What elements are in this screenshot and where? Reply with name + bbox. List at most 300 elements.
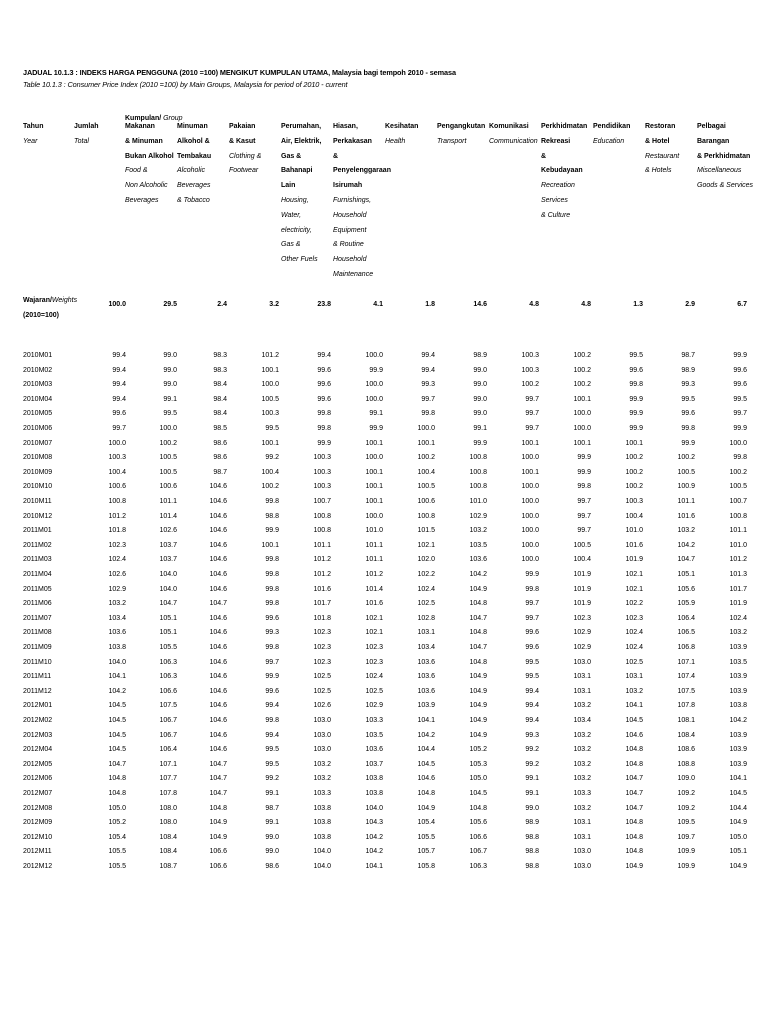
table-cell: 101.9 <box>729 600 747 608</box>
row-period: 2012M11 <box>23 848 52 856</box>
table-cell: 100.4 <box>625 512 643 520</box>
row-period: 2011M06 <box>23 600 52 608</box>
table-cell: 100.1 <box>365 498 383 505</box>
table-cell: 101.0 <box>365 527 383 535</box>
table-cell: 104.8 <box>469 804 487 812</box>
table-cell: 99.9 <box>629 395 643 403</box>
table-cell: 100.9 <box>677 483 695 491</box>
table-cell: 100.0 <box>521 556 539 564</box>
table-cell: 104.2 <box>417 731 435 739</box>
table-cell: 100.8 <box>469 468 487 476</box>
column-header-bm: Lain <box>281 182 296 190</box>
table-cell: 102.1 <box>365 629 383 637</box>
table-cell: 100.1 <box>417 439 435 447</box>
table-cell: 98.4 <box>213 381 227 389</box>
table-cell: 98.6 <box>213 439 227 447</box>
table-cell: 99.5 <box>265 760 279 768</box>
table-cell: 99.4 <box>112 395 126 403</box>
table-cell: 99.2 <box>265 454 279 462</box>
table-cell: 103.1 <box>417 629 435 637</box>
table-cell: 100.2 <box>625 454 643 462</box>
table-cell: 101.2 <box>365 571 383 578</box>
table-cell: 100.3 <box>313 483 331 491</box>
table-cell: 99.1 <box>525 775 539 783</box>
table-cell: 103.6 <box>417 658 435 666</box>
table-cell: 99.4 <box>265 731 279 739</box>
table-cell: 104.9 <box>469 687 487 695</box>
table-row <box>0 454 770 468</box>
column-header-en: & Culture <box>541 211 571 219</box>
table-cell: 100.6 <box>159 483 177 491</box>
table-cell: 105.1 <box>159 614 177 622</box>
column-header <box>541 120 587 224</box>
table-cell: 108.0 <box>159 804 177 812</box>
table-cell: 105.5 <box>108 848 126 856</box>
row-period: 2011M07 <box>23 614 52 622</box>
table-cell: 104.9 <box>469 585 487 593</box>
table-cell: 108.7 <box>159 863 177 870</box>
table-cell: 99.8 <box>265 717 279 724</box>
table-cell: 101.2 <box>729 556 747 564</box>
table-cell: 100.2 <box>677 454 695 462</box>
table-cell: 100.1 <box>521 439 539 447</box>
table-cell: 104.9 <box>469 702 487 710</box>
table-cell: 103.2 <box>573 775 591 783</box>
table-cell: 103.0 <box>313 746 331 754</box>
table-cell: 104.5 <box>108 746 126 754</box>
table-cell: 104.7 <box>625 790 643 797</box>
row-period: 2011M11 <box>23 673 52 681</box>
weight-cell: 29.5 <box>163 301 177 308</box>
table-cell: 99.5 <box>163 410 177 418</box>
table-row <box>0 659 770 673</box>
table-cell: 100.1 <box>521 468 539 476</box>
table-cell: 102.1 <box>625 585 643 593</box>
column-header-en: Education <box>593 137 625 145</box>
table-cell: 106.7 <box>469 848 487 856</box>
table-cell: 99.4 <box>112 366 126 374</box>
table-cell: 104.6 <box>209 731 227 739</box>
table-cell: 104.4 <box>729 804 747 812</box>
table-cell: 99.8 <box>629 381 643 389</box>
table-cell: 106.8 <box>677 644 695 651</box>
column-header-bm: Gas & <box>281 152 302 160</box>
table-cell: 99.8 <box>681 425 695 432</box>
table-cell: 105.5 <box>108 863 126 870</box>
row-period: 2012M06 <box>23 775 53 783</box>
table-cell: 99.7 <box>577 498 591 505</box>
table-cell: 100.0 <box>521 527 539 535</box>
column-header-en: Non Alcoholic <box>125 182 168 190</box>
table-cell: 103.0 <box>573 848 591 856</box>
table-cell: 108.4 <box>159 848 177 856</box>
column-header-bm: Barangan <box>697 137 730 145</box>
table-cell: 104.9 <box>469 731 487 739</box>
table-cell: 100.7 <box>729 498 747 505</box>
table-cell: 101.7 <box>313 600 331 608</box>
table-cell: 102.2 <box>625 600 643 608</box>
table-cell: 104.1 <box>729 775 747 783</box>
table-cell: 100.0 <box>521 541 539 549</box>
table-cell: 101.9 <box>573 585 591 593</box>
table-cell: 99.3 <box>265 629 279 637</box>
table-row <box>0 863 770 877</box>
table-cell: 102.5 <box>313 673 331 681</box>
table-cell: 102.4 <box>625 644 643 651</box>
table-cell: 100.2 <box>573 352 591 359</box>
column-header <box>593 120 630 150</box>
column-header <box>281 120 321 268</box>
table-cell: 99.8 <box>265 571 279 578</box>
table-cell: 108.6 <box>677 746 695 754</box>
column-header-en: Goods & Services <box>697 182 754 190</box>
table-cell: 100.5 <box>261 395 279 403</box>
table-cell: 99.7 <box>525 410 539 418</box>
table-cell: 99.4 <box>525 702 539 710</box>
table-cell: 100.4 <box>108 468 126 476</box>
table-cell: 99.9 <box>733 352 747 359</box>
table-cell: 100.2 <box>625 468 643 476</box>
table-cell: 99.6 <box>733 366 747 374</box>
table-cell: 102.2 <box>417 571 435 578</box>
table-cell: 102.4 <box>729 614 747 622</box>
table-cell: 99.9 <box>265 673 279 681</box>
table-cell: 105.1 <box>729 848 747 856</box>
row-period: 2010M07 <box>23 439 53 447</box>
table-cell: 100.3 <box>521 366 539 374</box>
table-row <box>0 542 770 556</box>
table-cell: 103.7 <box>159 556 177 564</box>
table-cell: 103.7 <box>365 760 383 768</box>
table-cell: 109.5 <box>677 819 695 827</box>
table-cell: 99.1 <box>525 790 539 797</box>
table-cell: 100.0 <box>521 483 539 491</box>
table-cell: 105.5 <box>417 833 435 841</box>
table-cell: 106.3 <box>159 658 177 666</box>
table-cell: 99.4 <box>421 352 435 359</box>
table-row <box>0 556 770 570</box>
table-cell: 103.2 <box>313 760 331 768</box>
table-cell: 100.2 <box>417 454 435 462</box>
table-cell: 104.6 <box>209 556 227 564</box>
table-cell: 102.9 <box>469 512 487 520</box>
table-cell: 104.6 <box>209 483 227 491</box>
table-cell: 102.3 <box>313 658 331 666</box>
row-period: 2011M02 <box>23 541 52 549</box>
column-header-en: Beverages <box>125 196 159 204</box>
table-cell: 107.5 <box>677 687 695 695</box>
weights-base: (2010=100) <box>23 311 60 319</box>
table-cell: 102.3 <box>573 614 591 622</box>
table-cell: 103.2 <box>313 775 331 783</box>
table-cell: 99.1 <box>163 395 177 403</box>
table-cell: 100.1 <box>625 439 643 447</box>
table-cell: 103.8 <box>313 804 331 812</box>
table-cell: 103.3 <box>573 790 591 797</box>
table-cell: 106.7 <box>159 717 177 724</box>
column-header <box>645 120 679 179</box>
column-header-en: Transport <box>437 137 467 145</box>
table-cell: 99.9 <box>473 439 487 447</box>
weight-cell: 1.3 <box>633 301 643 308</box>
table-cell: 99.9 <box>317 439 331 447</box>
table-cell: 104.8 <box>108 790 126 797</box>
column-header-en: Other Fuels <box>281 256 318 264</box>
column-header-bm: Bukan Alkohol <box>125 152 174 160</box>
table-cell: 105.0 <box>469 775 487 783</box>
table-cell: 101.2 <box>313 571 331 578</box>
group-label-en: Group <box>161 115 183 122</box>
table-cell: 103.9 <box>729 673 747 681</box>
table-cell: 104.7 <box>159 600 177 608</box>
column-header-bm: Minuman <box>177 123 208 130</box>
table-cell: 101.4 <box>365 585 383 593</box>
table-cell: 100.5 <box>159 454 177 462</box>
table-row <box>0 848 770 862</box>
table-cell: 103.5 <box>469 541 487 549</box>
table-cell: 103.8 <box>313 819 331 827</box>
table-cell: 99.0 <box>525 804 539 812</box>
table-cell: 100.3 <box>625 498 643 505</box>
table-cell: 100.3 <box>313 454 331 462</box>
table-cell: 109.9 <box>677 848 695 856</box>
table-cell: 109.7 <box>677 833 695 841</box>
table-cell: 104.9 <box>209 833 227 841</box>
table-cell: 98.5 <box>213 425 227 432</box>
table-cell: 104.5 <box>625 717 643 724</box>
row-period: 2012M10 <box>23 833 53 841</box>
table-cell: 98.4 <box>213 410 227 418</box>
column-header-en: Miscellaneous <box>697 167 742 175</box>
table-cell: 100.4 <box>261 468 279 476</box>
table-cell: 99.4 <box>525 717 539 724</box>
table-cell: 100.1 <box>261 541 279 549</box>
table-row <box>0 352 770 366</box>
table-row <box>0 673 770 687</box>
column-header-bm: Alkohol & <box>177 137 210 145</box>
table-cell: 103.2 <box>573 760 591 768</box>
column-header-bm: Bahanapi <box>281 167 313 175</box>
table-cell: 105.4 <box>417 819 435 827</box>
table-cell: 99.5 <box>265 425 279 432</box>
table-cell: 99.5 <box>265 746 279 754</box>
table-cell: 104.8 <box>417 790 435 797</box>
table-cell: 104.2 <box>469 571 487 578</box>
table-cell: 107.8 <box>159 790 177 797</box>
table-cell: 101.9 <box>573 571 591 578</box>
column-header-bm: Perkhidmatan <box>541 123 588 130</box>
table-cell: 100.0 <box>365 454 383 462</box>
row-period: 2010M04 <box>23 395 53 403</box>
table-cell: 100.3 <box>108 454 126 462</box>
table-cell: 103.8 <box>365 775 383 783</box>
table-cell: 98.8 <box>265 512 279 520</box>
table-row <box>0 440 770 454</box>
table-cell: 99.5 <box>681 395 695 403</box>
row-period: 2012M12 <box>23 863 53 870</box>
table-cell: 102.5 <box>417 600 435 608</box>
table-cell: 106.4 <box>677 614 695 622</box>
column-header-en: & Tobacco <box>177 196 210 204</box>
table-cell: 103.9 <box>417 702 435 710</box>
table-row <box>0 586 770 600</box>
table-cell: 107.8 <box>677 702 695 710</box>
table-cell: 99.4 <box>112 381 126 389</box>
table-row <box>0 600 770 614</box>
table-cell: 101.1 <box>313 541 331 549</box>
weight-cell: 14.6 <box>473 301 487 308</box>
column-header-en: Furnishings, <box>333 196 372 204</box>
table-cell: 108.0 <box>159 819 177 827</box>
table-cell: 106.6 <box>159 687 177 695</box>
table-cell: 103.5 <box>729 658 747 666</box>
column-header-en: Recreation <box>541 182 575 190</box>
table-row <box>0 615 770 629</box>
table-cell: 104.7 <box>625 804 643 812</box>
table-cell: 104.2 <box>365 833 383 841</box>
table-cell: 107.4 <box>677 673 695 681</box>
row-period: 2010M03 <box>23 381 53 389</box>
table-row <box>0 571 770 585</box>
table-cell: 104.5 <box>469 790 487 797</box>
table-row <box>0 819 770 833</box>
table-cell: 100.0 <box>261 381 279 389</box>
column-header-en: & Hotels <box>645 167 672 175</box>
weight-cell: 23.8 <box>317 301 331 308</box>
column-header-en: & Routine <box>333 241 364 249</box>
table-cell: 105.0 <box>108 804 126 812</box>
row-period: 2010M08 <box>23 454 53 462</box>
table-cell: 103.2 <box>625 687 643 695</box>
table-row <box>0 410 770 424</box>
table-cell: 106.6 <box>209 863 227 870</box>
table-cell: 101.5 <box>417 527 435 535</box>
table-cell: 99.6 <box>733 381 747 389</box>
table-row <box>0 425 770 439</box>
table-row <box>0 761 770 775</box>
column-header-en: Alcoholic <box>177 167 206 175</box>
table-cell: 100.1 <box>365 439 383 447</box>
table-cell: 104.5 <box>108 717 126 724</box>
table-cell: 101.2 <box>108 512 126 520</box>
table-cell: 104.6 <box>417 775 435 783</box>
table-cell: 103.4 <box>108 614 126 622</box>
weight-cell: 100.0 <box>108 301 126 308</box>
table-cell: 102.3 <box>625 614 643 622</box>
column-header-bm: & <box>541 152 547 160</box>
table-cell: 106.6 <box>469 833 487 841</box>
table-cell: 99.7 <box>577 527 591 535</box>
table-cell: 103.2 <box>729 629 747 637</box>
table-cell: 98.8 <box>525 833 539 841</box>
table-cell: 99.1 <box>265 819 279 827</box>
table-cell: 101.7 <box>729 585 747 593</box>
table-cell: 104.5 <box>417 760 435 768</box>
row-period: 2010M12 <box>23 512 53 520</box>
table-cell: 105.4 <box>108 833 126 841</box>
table-cell: 105.1 <box>677 571 695 578</box>
table-cell: 102.6 <box>313 702 331 710</box>
table-cell: 99.8 <box>733 454 747 462</box>
table-row <box>0 702 770 716</box>
column-header-en: Clothing & <box>229 152 262 160</box>
table-cell: 104.7 <box>469 614 487 622</box>
table-cell: 103.1 <box>573 833 591 841</box>
table-cell: 104.0 <box>159 571 177 578</box>
column-header <box>229 120 261 179</box>
table-cell: 103.9 <box>729 746 747 754</box>
table-cell: 100.2 <box>159 439 177 447</box>
table-cell: 105.1 <box>159 629 177 637</box>
row-period: 2011M04 <box>23 571 52 578</box>
table-cell: 103.2 <box>573 731 591 739</box>
column-header <box>385 120 418 150</box>
table-cell: 102.5 <box>365 687 383 695</box>
table-cell: 99.2 <box>265 775 279 783</box>
table-cell: 100.6 <box>417 498 435 505</box>
table-cell: 99.1 <box>473 425 487 432</box>
table-row <box>0 381 770 395</box>
column-header-bm: Perkakasan <box>333 137 372 145</box>
table-cell: 104.2 <box>677 541 695 549</box>
table-cell: 102.3 <box>365 658 383 666</box>
table-cell: 98.4 <box>213 395 227 403</box>
weights-label-en: Weights <box>51 297 78 304</box>
row-period: 2012M04 <box>23 746 53 754</box>
row-period: 2010M01 <box>23 352 53 359</box>
column-header-bm: Penyelenggaraan <box>333 167 391 175</box>
row-period: 2011M12 <box>23 687 52 695</box>
table-cell: 109.2 <box>677 790 695 797</box>
column-header-en: electricity, <box>281 226 312 234</box>
table-cell: 103.2 <box>573 702 591 710</box>
table-cell: 99.1 <box>369 410 383 418</box>
table-cell: 106.3 <box>159 673 177 681</box>
table-cell: 104.9 <box>625 863 643 870</box>
table-cell: 99.0 <box>473 381 487 389</box>
column-header-bm: Pengangkutan <box>437 123 486 130</box>
table-cell: 105.2 <box>108 819 126 827</box>
table-cell: 108.4 <box>159 833 177 841</box>
table-cell: 99.9 <box>629 410 643 418</box>
table-cell: 103.2 <box>108 600 126 608</box>
table-row <box>0 396 770 410</box>
column-header-en: Health <box>385 137 406 145</box>
table-cell: 104.6 <box>209 658 227 666</box>
table-cell: 100.5 <box>729 483 747 491</box>
table-cell: 99.9 <box>265 527 279 535</box>
table-cell: 99.7 <box>421 395 435 403</box>
table-cell: 106.5 <box>677 629 695 637</box>
table-cell: 105.5 <box>159 644 177 651</box>
table-cell: 99.2 <box>525 746 539 754</box>
table-cell: 104.0 <box>313 863 331 870</box>
weight-cell: 3.2 <box>269 301 279 308</box>
row-period: 2012M05 <box>23 760 53 768</box>
table-cell: 100.2 <box>573 381 591 389</box>
table-cell: 100.4 <box>573 556 591 564</box>
table-cell: 99.9 <box>525 571 539 578</box>
table-cell: 99.5 <box>525 658 539 666</box>
table-cell: 104.6 <box>209 702 227 710</box>
table-cell: 102.5 <box>625 658 643 666</box>
table-cell: 104.6 <box>625 731 643 739</box>
table-cell: 104.7 <box>469 644 487 651</box>
year-column-header <box>23 120 43 150</box>
table-cell: 99.7 <box>525 614 539 622</box>
table-cell: 104.9 <box>729 819 747 827</box>
table-cell: 103.9 <box>729 731 747 739</box>
